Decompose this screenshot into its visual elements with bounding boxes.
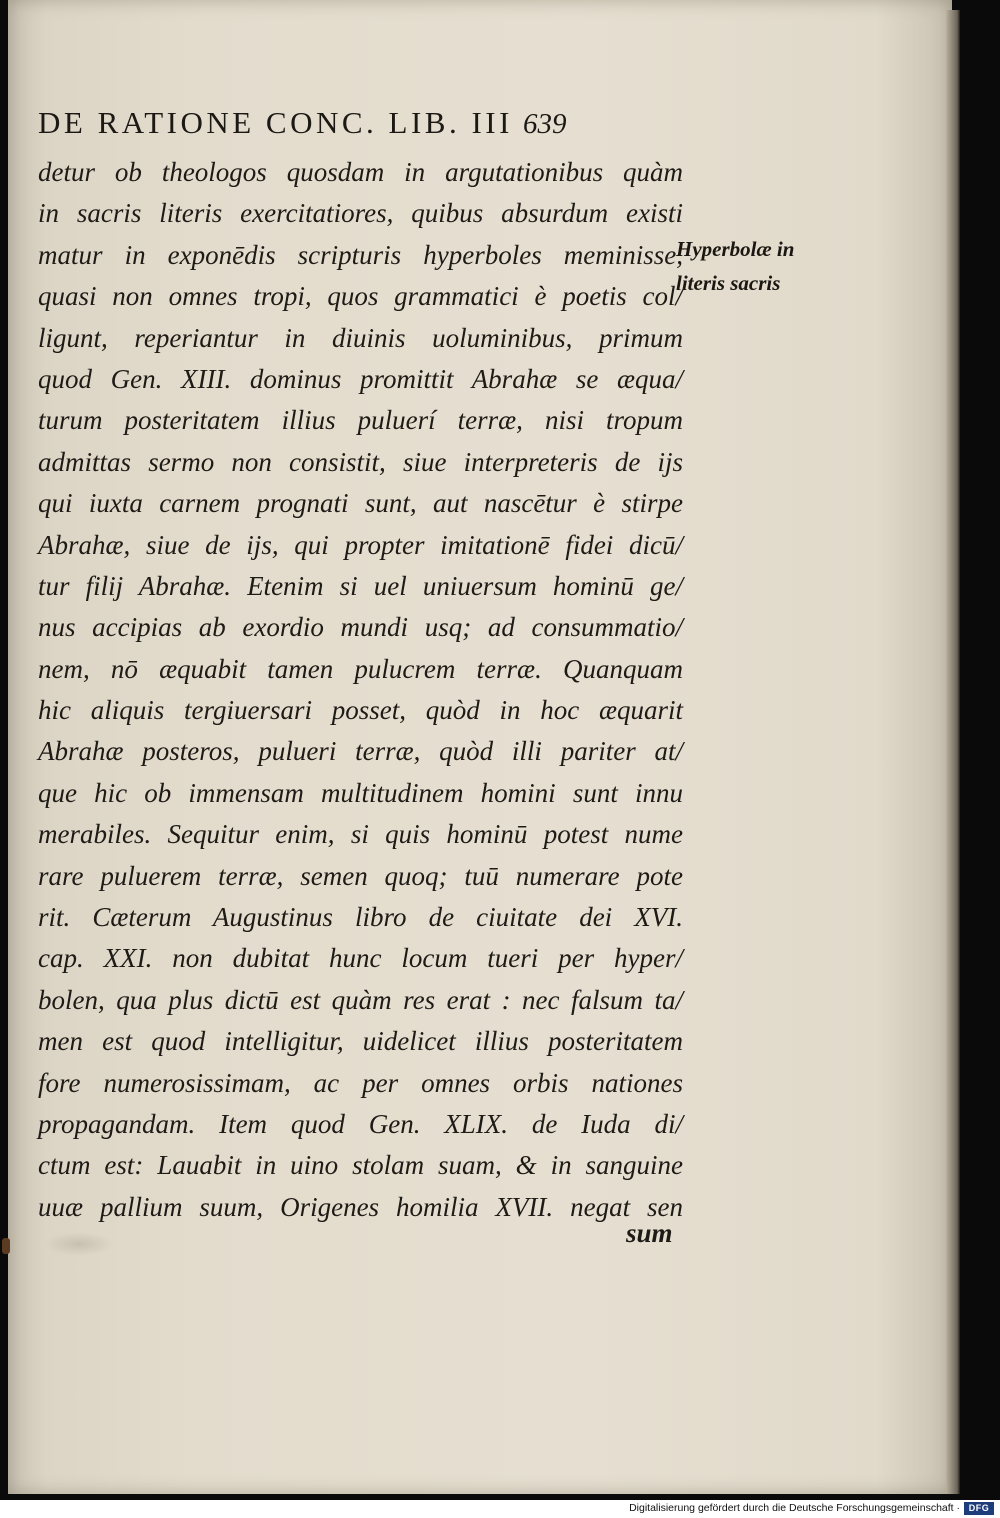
text-line: nem, nō æquabit tamen pulucrem terræ. Quanquam: [38, 653, 683, 684]
text-line: rit. Cæterum Augustinus libro de ciuitate dei XVI.: [38, 902, 683, 933]
text-line: uuæ pallium suum, Origenes homilia XVII. negat sen: [38, 1191, 683, 1222]
running-head-title: DE RATIONE CONC. LIB. III: [38, 105, 513, 140]
text-line: Abrahæ, siue de ijs, qui propter imitationē fidei dicū/: [38, 529, 683, 560]
text-line: tur filij Abrahæ. Etenim si uel uniuersum hominū ge/: [38, 570, 683, 601]
text-line: nus accipias ab exordio mundi usq; ad consummatio/: [38, 612, 683, 643]
text-line: ctum est: Lauabit in uino stolam suam, & in sanguine: [38, 1150, 683, 1181]
body-text: [38, 152, 683, 1228]
dfg-logo: DFG: [964, 1502, 994, 1515]
text-line: ligunt, reperiantur in diuinis uoluminibus, primum: [38, 322, 683, 353]
text-line: quod Gen. XIII. dominus promittit Abrahæ se æqua/: [38, 363, 683, 394]
text-line: cap. XXI. non dubitat hunc locum tueri per hyper/: [38, 943, 683, 974]
text-line: propagandam. Item quod Gen. XLIX. de Iuda di/: [38, 1108, 683, 1139]
page-stain: [2, 1238, 10, 1254]
text-line: bolen, qua plus dictū est quàm res erat : nec falsum ta/: [38, 984, 683, 1015]
marginal-note-line: Hyperbolæ in: [676, 237, 795, 261]
catchword: sum: [626, 1218, 673, 1248]
text-line: turum posteritatem illius puluerí terræ, nisi tropum: [38, 405, 683, 436]
text-line: matur in exponēdis scripturis hyperboles meminisse,: [38, 239, 683, 270]
text-line: detur ob theologos quosdam in argutationibus quàm: [38, 157, 683, 187]
text-line: in sacris literis exercitatiores, quibus absurdum existi: [38, 198, 683, 229]
running-head: [38, 105, 688, 149]
text-line: admittas sermo non consistit, siue interpreteris de ijs: [38, 446, 683, 477]
text-line: men est quod intelligitur, uidelicet illius posteritatem: [38, 1026, 683, 1057]
text-line: Abrahæ posteros, pulueri terræ, quòd illi pariter at/: [38, 736, 683, 767]
page-number: 639: [522, 108, 567, 140]
funding-credit: Digitalisierung gefördert durch die Deutsche Forschungsgemeinschaft ·: [629, 1502, 960, 1514]
marginal-note: [676, 232, 836, 300]
page-smudge: [44, 1232, 114, 1256]
text-line: fore numerosissimam, ac per omnes orbis nationes: [38, 1067, 683, 1098]
marginal-note-line: literis sacris: [676, 271, 781, 295]
text-line: merabiles. Sequitur enim, si quis hominū potest nume: [38, 819, 683, 850]
text-line: rare puluerem terræ, semen quoq; tuū numerare pote: [38, 860, 683, 891]
text-line: quasi non omnes tropi, quos grammatici è poetis col/: [38, 281, 683, 312]
text-line: que hic ob immensam multitudinem homini sunt innu: [38, 777, 683, 808]
text-line: hic aliquis tergiuersari posset, quòd in hoc æquarit: [38, 695, 683, 726]
page-edge: [946, 10, 960, 1494]
text-line: qui iuxta carnem prognati sunt, aut nascētur è stirpe: [38, 488, 683, 519]
